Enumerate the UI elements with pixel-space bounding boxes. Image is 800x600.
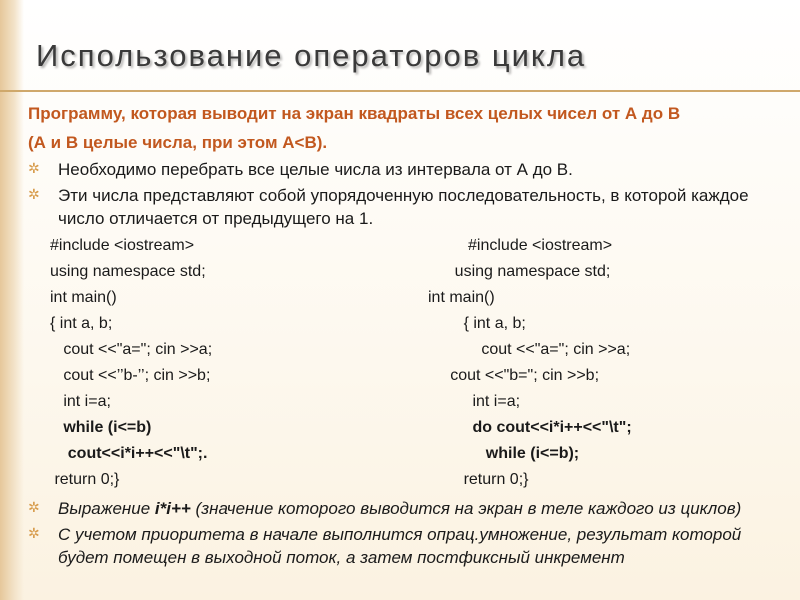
code-line: int main() <box>50 289 117 306</box>
code-line: int main() <box>428 289 495 306</box>
code-line-while: while (i<=b); <box>428 445 580 462</box>
slide-title: Использование операторов цикла <box>36 38 587 73</box>
title-divider <box>0 90 800 92</box>
bullet-star-icon: ✲ <box>28 186 40 202</box>
code-comparison <box>28 233 788 493</box>
code-line: using namespace std; <box>428 263 611 280</box>
code-line: int i=a; <box>50 393 111 410</box>
bullet-item-4 <box>28 523 788 569</box>
slide-content <box>28 102 788 572</box>
code-line: #include <iostream> <box>428 237 613 254</box>
intro-line-2: (А и В целые числа, при этом А<В). <box>28 133 328 152</box>
outro-notes <box>28 497 788 569</box>
bullet-text-1: Необходимо перебрать все целые числа из интервала от А до В. <box>58 160 573 179</box>
code-line: using namespace std; <box>50 263 206 280</box>
bullet-item-3 <box>28 497 788 520</box>
code-line: { int a, b; <box>50 315 113 332</box>
bullet-star-icon: ✲ <box>28 160 40 176</box>
code-line-do: do cout<<i*i++<<"\t"; <box>428 419 632 436</box>
code-line: { int a, b; <box>428 315 526 332</box>
code-column-do-while <box>428 233 632 493</box>
code-line: return 0;} <box>428 471 529 488</box>
code-line: cout <<"a="; cin >>a; <box>428 341 631 358</box>
code-line: cout <<"b="; cin >>b; <box>428 367 600 384</box>
bullet-text-3-prefix: Выражение <box>58 499 155 518</box>
bullet-text-3-suffix: (значение которого выводится на экран в теле каждого из циклов) <box>190 499 742 518</box>
code-line: int i=a; <box>428 393 521 410</box>
intro-line-1: Программу, которая выводит на экран квадраты всех целых чисел от А до В <box>28 104 681 123</box>
code-line-cout: cout<<i*i++<<"\t";. <box>50 445 208 462</box>
bullet-item-1 <box>28 158 788 181</box>
bullet-star-icon: ✲ <box>28 525 40 541</box>
code-line: #include <iostream> <box>50 237 195 254</box>
bullet-star-icon: ✲ <box>28 499 40 515</box>
bullet-text-2: Эти числа представляют собой упорядоченную последовательность, в которой каждое число отличается от предыдущего на 1. <box>58 186 749 228</box>
code-line-while: while (i<=b) <box>50 419 152 436</box>
code-line: cout <<"a="; cin >>a; <box>50 341 213 358</box>
bullet-text-3-emph: i*i++ <box>154 499 191 518</box>
bullet-text-4: С учетом приоритета в начале выполнится опрац.умножение, результат которой будет помещен в выходной поток, а затем постфиксный инкремент <box>58 525 742 567</box>
code-line: cout <<’’b-’’; cin >>b; <box>50 367 211 384</box>
bullet-item-2 <box>28 184 788 230</box>
code-line: return 0;} <box>50 471 120 488</box>
code-column-while <box>50 233 212 493</box>
